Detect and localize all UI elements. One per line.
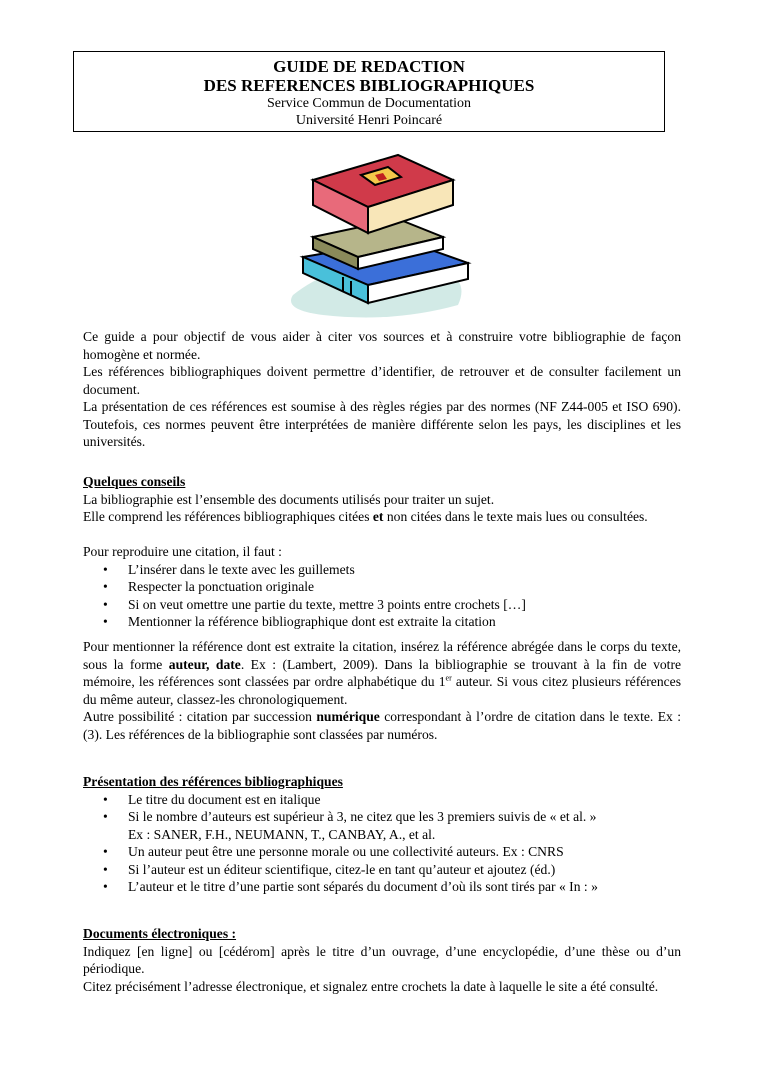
presentation-bullets (83, 791, 681, 896)
citation-bullets (83, 561, 681, 631)
list-item: • Un auteur peut être une personne morale ou une collectivité auteurs. Ex : CNRS (83, 843, 681, 861)
electroniques-section (83, 925, 681, 995)
intro-paragraph-3: La présentation de ces références est soumise à des règles régies par des normes (NF Z44-005 et ISO 690). Toutefois, ces normes peuvent être interprétées de manière différente selon les pays, les disciplines et les universités. (83, 399, 681, 449)
presentation-section (83, 773, 681, 896)
list-item: • Si l’auteur est un éditeur scientifique, citez-le en tant qu’auteur et ajoutez (éd.) (83, 861, 681, 879)
alternative-paragraph: Autre possibilité : citation par succession numérique correspondant à l’ordre de citation dans le texte. Ex : (3). Les références de la bibliographie sont classées par numéros. (83, 709, 681, 742)
title-line-1: GUIDE DE REDACTION (273, 57, 465, 76)
intro-paragraph-1: Ce guide a pour objectif de vous aider à citer vos sources et à construire votre bibliographie de façon homogène et normée. (83, 329, 681, 362)
reference-section (83, 638, 681, 743)
title-box (73, 51, 665, 132)
presentation-heading: Présentation des références bibliographiques (83, 774, 343, 789)
list-item: • Mentionner la référence bibliographique dont est extraite la citation (83, 613, 681, 631)
list-item: • Si le nombre d’auteurs est supérieur à 3, ne citez que les 3 premiers suivis de « et al. » Ex : SANER, F.H., NEUMANN, T., CANBAY, A., et al. (83, 808, 681, 843)
citation-intro: Pour reproduire une citation, il faut : (83, 544, 282, 559)
conseils-line-1: La bibliographie est l’ensemble des documents utilisés pour traiter un sujet. (83, 491, 495, 507)
university-name: Université Henri Poincaré (295, 113, 443, 128)
intro-paragraph-2: Les références bibliographiques doivent permettre d’identifier, de retrouver et de consulter facilement un document. (83, 364, 681, 397)
list-item: • Le titre du document est en italique (83, 791, 681, 809)
conseils-heading: Quelques conseils (83, 474, 186, 489)
list-item: • Si on veut omettre une partie du texte, mettre 3 points entre crochets […] (83, 596, 681, 614)
electroniques-paragraph-1: Indiquez [en ligne] ou [cédérom] après le titre d’un ouvrage, d’une encyclopédie, d’une thèse ou d’un périodique. (83, 943, 681, 976)
list-item: • Respecter la ponctuation originale (83, 578, 681, 596)
citation-section (83, 543, 681, 631)
service-name: Service Commun de Documentation (266, 96, 472, 111)
list-item: • L’insérer dans le texte avec les guillemets (83, 561, 681, 579)
et-al-example: Ex : SANER, F.H., NEUMANN, T., CANBAY, A., et al. (128, 826, 436, 842)
title-line-2: DES REFERENCES BIBLIOGRAPHIQUES (203, 76, 535, 95)
list-item: • L’auteur et le titre d’une partie sont séparés du document d’où ils sont tirés par « In : » (83, 878, 681, 896)
electroniques-paragraph-2: Citez précisément l’adresse électronique, et signalez entre crochets la date à laquelle le site a été consulté. (83, 978, 659, 994)
intro-section (83, 328, 681, 451)
reference-paragraph: Pour mentionner la référence dont est extraite la citation, insérez la référence abrégée dans le corps du texte, sous la forme auteur, date. Ex : (Lambert, 2009). Dans la bibliographie se trouvant à la fin de votre mémoire, les références sont classées par ordre alphabétique du 1er auteur. Si vous citez plusieurs références du même auteur, classez-les chronologiquement. (83, 639, 682, 707)
conseils-line-2: Elle comprend les références bibliographiques citées et non citées dans le texte mais lues ou consultées. (83, 509, 648, 524)
stack-of-books-icon (283, 145, 478, 320)
conseils-section (83, 473, 681, 526)
electroniques-heading: Documents électroniques : (83, 926, 237, 941)
